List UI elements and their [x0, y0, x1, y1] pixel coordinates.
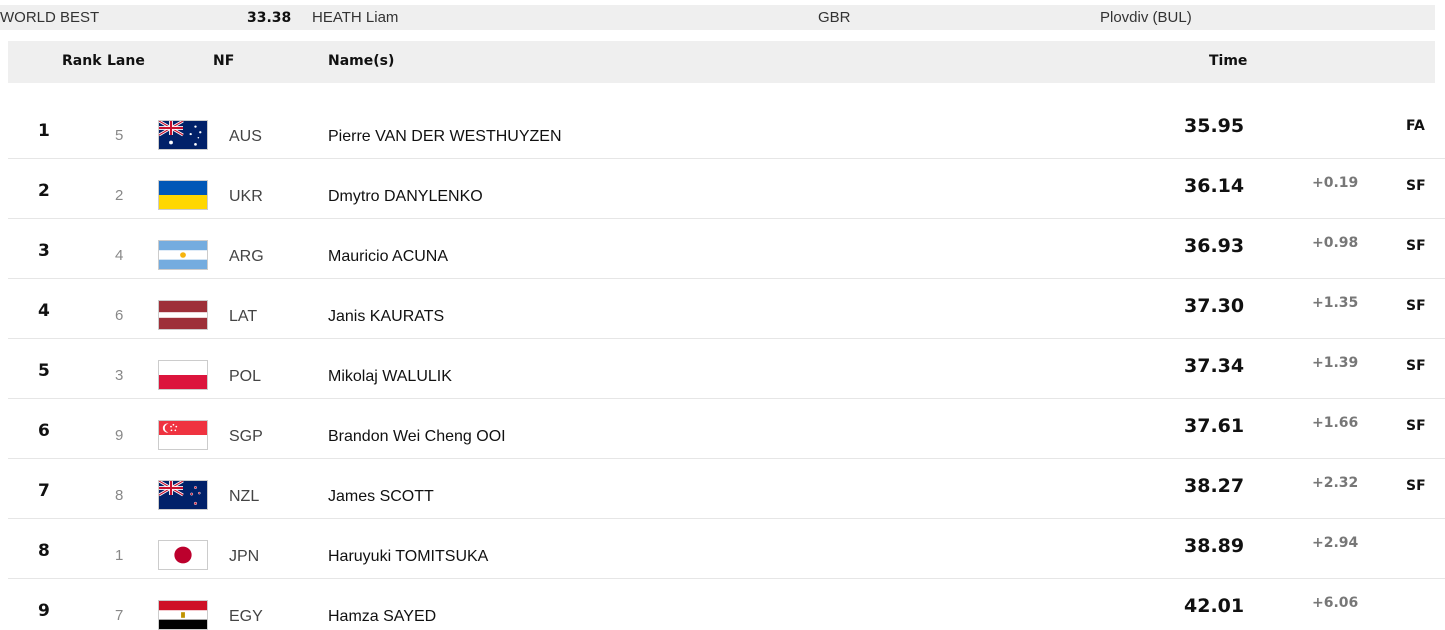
nf-code: LAT: [229, 308, 258, 325]
nf-code: SGP: [229, 428, 263, 445]
world-best-venue: Plovdiv (BUL): [1100, 9, 1192, 26]
world-best-time: 33.38: [247, 10, 292, 26]
athlete-name[interactable]: Pierre VAN DER WESTHUYZEN: [328, 128, 562, 145]
qualification-badge: SF: [1406, 238, 1426, 254]
column-header-names[interactable]: Name(s): [328, 53, 395, 69]
world-best-label: WORLD BEST: [0, 9, 100, 26]
column-header-time[interactable]: Time: [1209, 53, 1248, 69]
nf-code: JPN: [229, 548, 260, 565]
world-best-athlete: HEATH Liam: [312, 9, 399, 26]
rank: 4: [38, 301, 50, 321]
time-difference: +0.19: [1312, 175, 1359, 191]
race-time: 37.34: [1184, 355, 1245, 377]
column-header-nf[interactable]: NF: [213, 53, 235, 69]
lane: 6: [115, 307, 124, 324]
result-row[interactable]: [8, 339, 1445, 399]
nf-code: NZL: [229, 488, 260, 505]
qualification-badge: SF: [1406, 418, 1426, 434]
lane: 5: [115, 127, 124, 144]
nf-code: ARG: [229, 248, 264, 265]
nf-code: POL: [229, 368, 262, 385]
athlete-name[interactable]: Brandon Wei Cheng OOI: [328, 428, 506, 445]
nf-code: UKR: [229, 188, 263, 205]
lane: 1: [115, 547, 124, 564]
rank: 8: [38, 541, 50, 561]
race-time: 38.89: [1184, 535, 1245, 557]
nf-code: AUS: [229, 128, 262, 145]
lane: 2: [115, 187, 124, 204]
result-row[interactable]: [8, 579, 1445, 630]
rank: 6: [38, 421, 50, 441]
time-difference: +1.66: [1312, 415, 1359, 431]
ukraine-flag-icon: [158, 180, 208, 210]
time-difference: +1.35: [1312, 295, 1359, 311]
rank: 3: [38, 241, 50, 261]
column-header-lane[interactable]: Lane: [107, 53, 145, 69]
athlete-name[interactable]: Haruyuki TOMITSUKA: [328, 548, 489, 565]
result-row[interactable]: [8, 459, 1445, 519]
result-row[interactable]: [8, 219, 1445, 279]
lane: 9: [115, 427, 124, 444]
time-difference: +6.06: [1312, 595, 1359, 611]
world-best-nf: GBR: [818, 9, 851, 26]
rank: 1: [38, 121, 50, 141]
australia-flag-icon: [158, 120, 208, 150]
time-difference: +1.39: [1312, 355, 1359, 371]
race-time: 37.30: [1184, 295, 1245, 317]
race-time: 36.93: [1184, 235, 1245, 257]
lane: 3: [115, 367, 124, 384]
lane: 4: [115, 247, 124, 264]
new-zealand-flag-icon: [158, 480, 208, 510]
rank: 9: [38, 601, 50, 621]
egypt-flag-icon: [158, 600, 208, 630]
lane: 7: [115, 607, 124, 624]
qualification-badge: FA: [1406, 118, 1425, 134]
latvia-flag-icon: [158, 300, 208, 330]
race-time: 35.95: [1184, 115, 1245, 137]
poland-flag-icon: [158, 360, 208, 390]
athlete-name[interactable]: James SCOTT: [328, 488, 434, 505]
argentina-flag-icon: [158, 240, 208, 270]
qualification-badge: SF: [1406, 298, 1426, 314]
athlete-name[interactable]: Janis KAURATS: [328, 308, 445, 325]
athlete-name[interactable]: Mauricio ACUNA: [328, 248, 449, 265]
nf-code: EGY: [229, 608, 263, 625]
qualification-badge: SF: [1406, 478, 1426, 494]
result-row[interactable]: [8, 159, 1445, 219]
race-time: 42.01: [1184, 595, 1245, 617]
race-time: 36.14: [1184, 175, 1245, 197]
rank: 2: [38, 181, 50, 201]
time-difference: +2.32: [1312, 475, 1359, 491]
lane: 8: [115, 487, 124, 504]
result-row[interactable]: [8, 279, 1445, 339]
results-table-header: [8, 41, 1435, 83]
result-row[interactable]: [8, 519, 1445, 579]
athlete-name[interactable]: Hamza SAYED: [328, 608, 437, 625]
race-time: 38.27: [1184, 475, 1245, 497]
qualification-badge: SF: [1406, 358, 1426, 374]
time-difference: +2.94: [1312, 535, 1359, 551]
qualification-badge: SF: [1406, 178, 1426, 194]
athlete-name[interactable]: Dmytro DANYLENKO: [328, 188, 483, 205]
result-row[interactable]: [8, 99, 1445, 159]
column-header-rank[interactable]: Rank: [62, 53, 102, 69]
race-time: 37.61: [1184, 415, 1245, 437]
rank: 7: [38, 481, 50, 501]
time-difference: +0.98: [1312, 235, 1359, 251]
athlete-name[interactable]: Mikolaj WALULIK: [328, 368, 452, 385]
world-best-bar: [0, 5, 1435, 30]
result-row[interactable]: [8, 399, 1445, 459]
singapore-flag-icon: [158, 420, 208, 450]
rank: 5: [38, 361, 50, 381]
japan-flag-icon: [158, 540, 208, 570]
